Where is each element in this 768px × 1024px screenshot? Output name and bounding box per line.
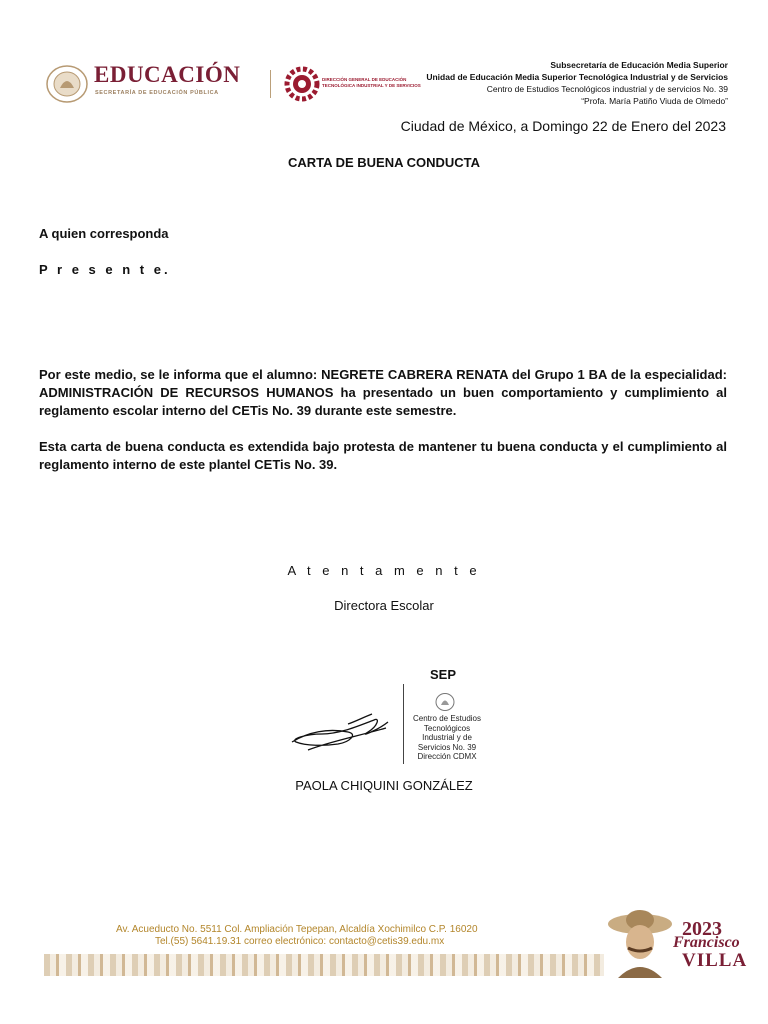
dgeti-gear-logo-icon	[284, 66, 320, 102]
org-line-1: Subsecretaría de Educación Media Superior	[550, 60, 728, 70]
stamp-line-4: Servicios No. 39	[417, 742, 477, 752]
educacion-logo-subtitle: SECRETARÍA DE EDUCACIÓN PÚBLICA	[95, 90, 219, 96]
footer-contact: Tel.(55) 5641.19.31 correo electrónico: contacto@cetis39.edu.mx	[155, 936, 445, 947]
letter-date: Ciudad de México, a Domingo 22 de Enero del 2023	[400, 118, 726, 134]
stamp-border-line	[403, 684, 404, 764]
stamp-seal-icon	[434, 692, 456, 712]
stamp-text	[407, 714, 487, 762]
footer-year: 2023	[682, 918, 722, 940]
footer-ornament-band	[44, 954, 604, 976]
sep-eagle-seal-icon	[44, 64, 90, 104]
org-line-4: “Profa. María Patiño Viuda de Olmedo”	[581, 96, 728, 106]
stamp-line-1: Centro de Estudios	[412, 714, 482, 723]
org-line-2: Unidad de Educación Media Superior Tecnológica Industrial y de Servicios	[426, 72, 728, 82]
educacion-logo-title: EDUCACIÓN	[94, 62, 241, 87]
signer-role: Directora Escolar	[334, 598, 434, 613]
footer-villa: VILLA	[682, 950, 748, 971]
letter-presente: P r e s e n t e.	[39, 262, 171, 277]
header-org-block	[426, 59, 728, 107]
logo-divider	[270, 70, 271, 98]
francisco-villa-portrait-icon	[604, 906, 676, 978]
footer-address: Av. Acueducto No. 5511 Col. Ampliación Tepepan, Alcaldía Xochimilco C.P. 16020	[116, 924, 478, 935]
org-line-3: Centro de Estudios Tecnológicos industrial y de servicios No. 39	[486, 84, 728, 94]
dgeti-logo-text: DIRECCIÓN GENERAL DE EDUCACIÓN TECNOLÓGICA INDUSTRIAL Y DE SERVICIOS	[322, 77, 421, 88]
letter-paragraph-2: Esta carta de buena conducta es extendida bajo protesta de mantener tu buena conducta y el cumplimiento al reglamento interno de este plantel CETis No. 39.	[39, 439, 727, 472]
letter-paragraph-1: Por este medio, se le informa que el alumno: NEGRETE CABRERA RENATA del Grupo 1 BA de la especialidad: ADMINISTRACIÓN DE RECURSOS HUMANOS ha presentado un buen comportamiento y cumplimiento al reglamento escolar interno del CETis No. 39 durante este semestre.	[39, 367, 727, 418]
handwritten-signature	[288, 712, 398, 756]
stamp-sep-label: SEP	[430, 667, 457, 682]
footer-francisco: Francisco	[673, 934, 740, 951]
stamp-line-5: Dirección CDMX	[417, 752, 477, 761]
stamp-line-3: Industrial y de	[422, 733, 472, 742]
letter-greeting: A quien corresponda	[39, 226, 169, 241]
letter-title: CARTA DE BUENA CONDUCTA	[287, 155, 481, 170]
stamp-line-2: Tecnológicos	[423, 723, 471, 733]
signer-name: PAOLA CHIQUINI GONZÁLEZ	[295, 778, 473, 793]
letter-closing: A t e n t a m e n t e	[287, 563, 481, 578]
